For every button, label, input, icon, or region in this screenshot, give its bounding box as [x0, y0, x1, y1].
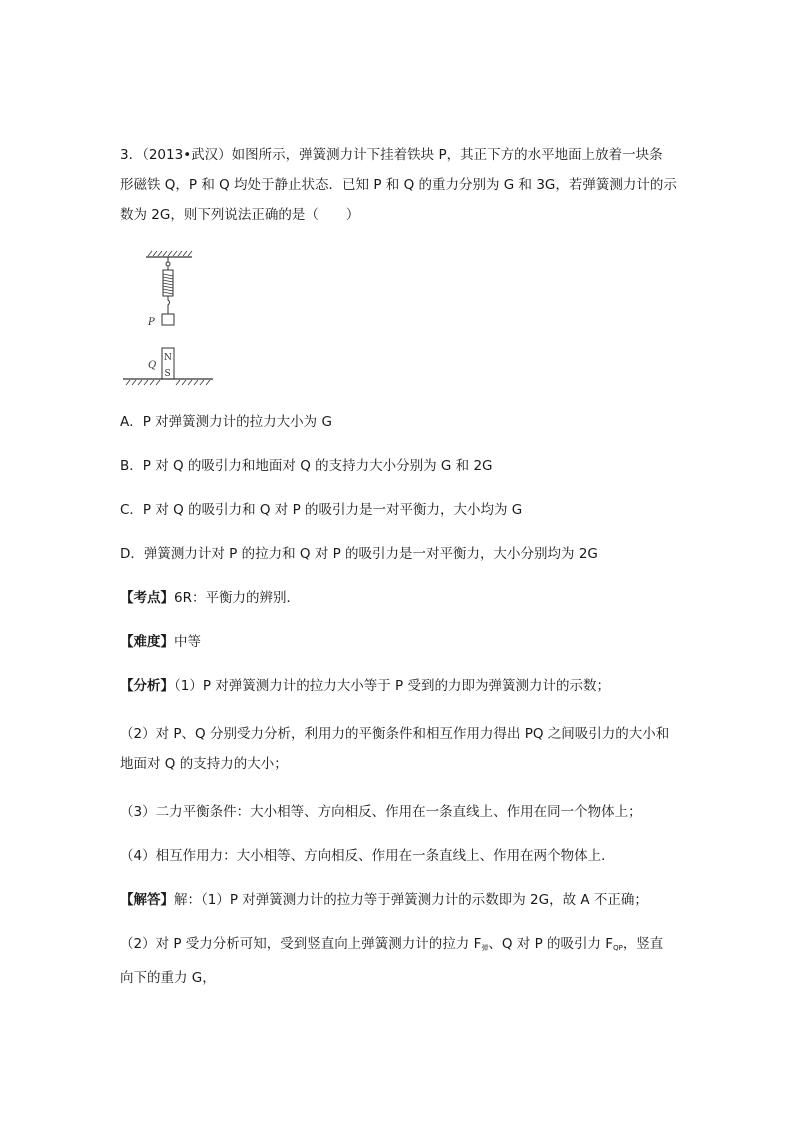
fenxi-section: [120, 671, 680, 701]
label-q: Q: [148, 360, 157, 371]
kaodian-label: 【考点】: [120, 590, 174, 606]
kaodian-text: 6R：平衡力的辨别．: [174, 590, 300, 606]
subscript-spring: 弹: [481, 944, 489, 952]
label-p: P: [148, 317, 155, 328]
pole-n: N: [164, 353, 172, 363]
ground-hatch: [126, 380, 210, 385]
fenxi-first: （1）P 对弹簧测力计的拉力大小等于 P 受到的力即为弹簧测力计的示数；: [174, 678, 610, 694]
question-line: 形磁铁 Q，P 和 Q 均处于静止状态．已知 P 和 Q 的重力分别为 G 和 3G，若弹簧测力计的示: [120, 177, 677, 193]
nandu-text: 中等: [174, 634, 201, 650]
fenxi-point-2: （2）对 P、Q 分别受力分析，利用力的平衡条件和相互作用力得出 PQ 之间吸引力的大小和 地面对 Q 的支持力的大小；: [120, 726, 670, 772]
fenxi-point-3: （3）二力平衡条件：大小相等、方向相反、作用在一条直线上、作用在同一个物体上；: [120, 804, 642, 820]
jieda-point-2: （2）对 P 受力分析可知，受到竖直向上弹簧测力计的拉力 $F_弹$、Q 对 P 的吸引力 $F_{QP}$，竖直 向下的重力 G，: [120, 936, 664, 986]
option-b: B．P 对 Q 的吸引力和地面对 Q 的支持力大小分别为 G 和 2G: [120, 458, 493, 474]
top-ring: [166, 262, 170, 266]
kaodian-section: [120, 583, 680, 613]
spring-magnet-diagram: [118, 250, 228, 390]
ceiling-hatch: [148, 251, 192, 256]
option-c: C．P 对 Q 的吸引力和 Q 对 P 的吸引力是一对平衡力，大小均为 G: [120, 502, 523, 518]
question-line: 3．（2013•武汉）如图所示，弹簧测力计下挂着铁块 P，其正下方的水平地面上放着一块条: [120, 147, 663, 163]
iron-block-p: [162, 314, 174, 325]
nandu-section: [120, 627, 680, 657]
physics-figure: [118, 250, 228, 390]
jieda-label: 【解答】: [120, 892, 174, 908]
jieda-first: 解：（1）P 对弹簧测力计的拉力等于弹簧测力计的示数即为 2G，故 A 不正确；: [174, 892, 648, 908]
question-text: [120, 140, 680, 230]
jieda-section: [120, 885, 680, 915]
question-line: 数为 2G，则下列说法正确的是（ ）: [120, 207, 360, 223]
pole-s: S: [164, 369, 171, 379]
subscript-qp: QP: [613, 944, 623, 952]
lower-hook: [168, 296, 170, 314]
nandu-label: 【难度】: [120, 634, 174, 650]
option-d: D．弹簧测力计对 P 的拉力和 Q 对 P 的吸引力是一对平衡力，大小分别均为 2G: [120, 546, 598, 562]
fenxi-point-4: （4）相互作用力：大小相等、方向相反、作用在一条直线上、作用在两个物体上．: [120, 848, 615, 864]
fenxi-label: 【分析】: [120, 678, 174, 694]
option-a: A．P 对弹簧测力计的拉力大小为 G: [120, 414, 332, 430]
